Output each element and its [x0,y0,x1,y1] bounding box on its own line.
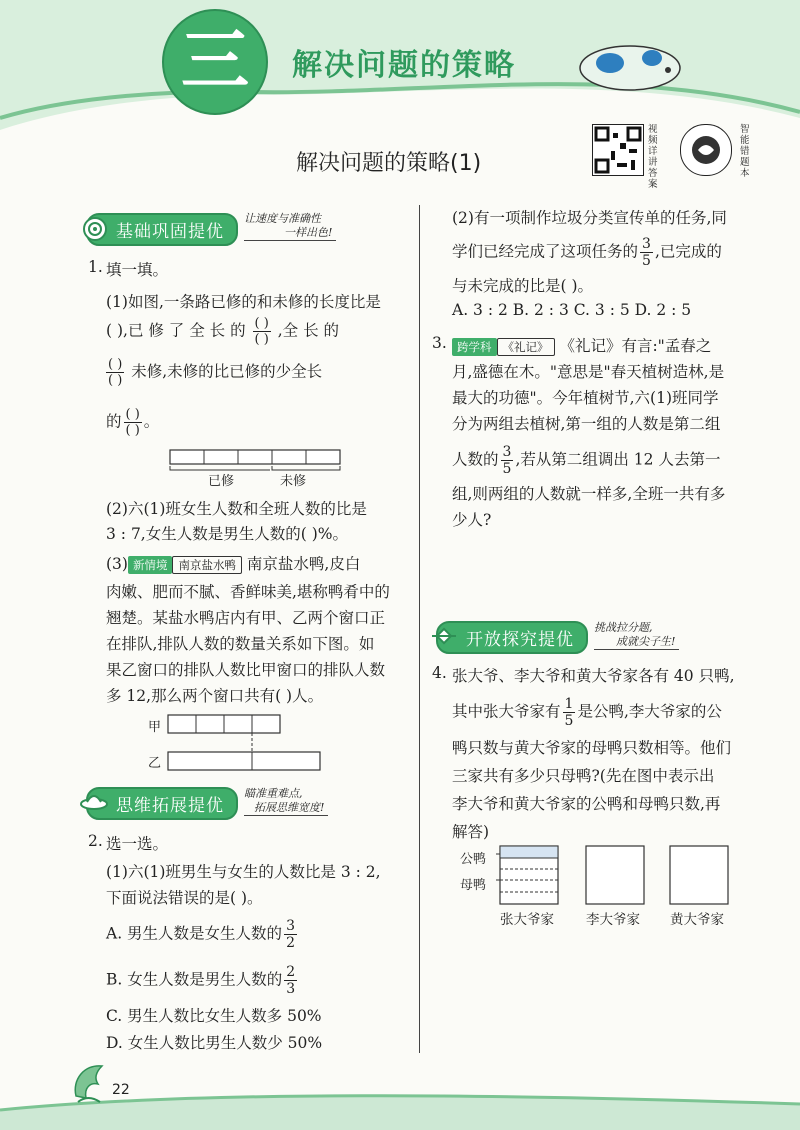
q1-p1-line3: $\frac{( )}{( )}$ 未修,未修的比已修的少全长 [108,357,323,388]
target-icon [82,216,108,242]
q3-line1: 跨学科 《礼记》 《礼记》有言:"孟春之 [452,334,711,356]
q1-p2-line1: (2)六(1)班女生人数和全班人数的比是 [106,500,367,518]
q2-option-d[interactable]: D. 女生人数比男生人数少 50% [106,1034,323,1052]
section-open-title: 开放探究提优 [436,621,588,654]
q4-line2: 其中张大爷家有 $\frac{1}{5}$ 是公鸭,李大爷家的公 [452,696,722,729]
section-extend [86,786,328,816]
section-extend-title: 思维拓展提优 [86,787,238,820]
q2-option-c[interactable]: C. 男生人数比女生人数多 50% [106,1007,322,1025]
window-yi-label: 乙 [148,756,162,771]
ufo-icon [80,788,108,816]
q1-p3-line5: 果乙窗口的排队人数比甲窗口的排队人数 [106,661,386,679]
q4-number: 4. [432,664,447,682]
q1-p1-line2: ( ),已 修 了 全 长 的 $\frac{( )}{( )}$ ,全 长 的 [106,316,340,347]
q2-p1-line1: (1)六(1)班男生与女生的人数比是 3 : 2, [106,863,381,881]
q2-p2-options[interactable]: A. 3 : 2 B. 2 : 3 C. 3 : 5 D. 2 : 5 [452,301,692,319]
q2-option-b[interactable]: B. 女生人数是男生人数的 $\frac{2}{3}$ [106,964,296,997]
q1-p2-line2: 3 : 7,女生人数是男生人数的( )%。 [106,525,348,543]
q1-p3-line2: 肉嫩、肥而不腻、香鲜味美,堪称鸭肴中的 [106,583,390,601]
q3-line7: 少人? [452,511,492,529]
section-basic-note: 让速度与准确性 一样出色! [244,212,336,241]
road-label-unbuilt: 未修 [280,474,307,489]
qr2-caption: 智能错题本 [740,124,750,179]
q1-stem: 填一填。 [106,261,169,279]
window-jia-label: 甲 [148,720,162,735]
q3-line3: 最大的功德"。今年植树节,六(1)班同学 [452,389,719,407]
q1-p3-line6: 多 12,那么两个窗口共有( )人。 [106,687,324,705]
dog-illustration-icon [570,28,690,100]
dolphin-icon [68,1058,112,1108]
page-number: 22 [112,1082,130,1098]
qr-code-icon[interactable] [592,124,644,176]
duck-boxes-diagram [496,842,776,908]
q4-line4: 三家共有多少只母鸭?(先在图中表示出 [452,767,715,785]
q3-line6: 组,则两组的人数就一样多,全班一共有多 [452,485,726,503]
box-label-li: 李大爷家 [586,912,640,928]
q1-number: 1. [88,258,103,276]
section-basic [86,211,336,242]
q2-p1-line2: 下面说法错误的是( )。 [106,889,263,907]
box-label-huang: 黄大爷家 [670,912,724,928]
q1-p1-line4: 的 $\frac{( )}{( )}$ 。 [106,407,160,438]
queue-diagram [166,712,326,774]
chapter-numeral: 三 [180,22,249,101]
label-female-duck: 母鸭 [460,878,487,893]
q2-p2-line2: 学们已经完成了这项任务的 $\frac{3}{5}$ ,已完成的 [452,236,722,269]
road-label-built: 已修 [208,474,235,489]
q2-p2-line3: 与未完成的比是( )。 [452,277,594,295]
q3-line2: 月,盛德在木。"意思是"春天植树造林,是 [452,363,725,381]
qr1-caption: 视频详讲答案 [648,124,658,190]
road-diagram [168,446,348,486]
q3-line4: 分为两组去植树,第一组的人数是第二组 [452,415,721,433]
chapter-title: 解决问题的策略 [292,48,516,83]
section-basic-title: 基础巩固提优 [86,213,238,246]
q1-p1-line1: (1)如图,一条路已修的和未修的长度比是 [106,293,381,311]
q2-stem: 选一选。 [106,835,169,853]
satellite-icon [430,622,458,650]
q2-number: 2. [88,832,103,850]
q4-line1: 张大爷、李大爷和黄大爷家各有 40 只鸭, [452,667,735,685]
q4-line5: 李大爷和黄大爷家的公鸭和母鸭只数,再 [452,795,721,813]
q4-line6: 解答) [452,823,490,841]
q3-number: 3. [432,334,447,352]
footer-band [0,1070,800,1130]
brain-logo-icon [680,124,732,176]
q1-p3-line4: 在排队,排队人数的数量关系如下图。如 [106,635,375,653]
lesson-title: 解决问题的策略(1) [296,151,482,176]
section-extend-note: 瞄准重难点, 拓展思维宽度! [244,787,328,816]
section-open-note: 挑战拉分题, 成就尖子生! [594,621,679,650]
box-label-zhang: 张大爷家 [500,912,554,928]
section-open [436,620,679,650]
q4-line3: 鸭只数与黄大爷家的母鸭只数相等。他们 [452,739,732,757]
q1-p3-line3: 翘楚。某盐水鸭店内有甲、乙两个窗口正 [106,609,386,627]
q2-option-a[interactable]: A. 男生人数是女生人数的 $\frac{3}{2}$ [106,918,295,951]
liji-tag: 《礼记》 [497,338,555,356]
q1-p3-line1: (3) 新情境 南京盐水鸭 南京盐水鸭,皮白 [106,555,361,573]
column-divider [419,205,420,1053]
new-context-tag: 新情境 [128,556,173,574]
q3-line5: 人数的 $\frac{3}{5}$ ,若从第二组调出 12 人去第一 [452,444,721,477]
duck-tag: 南京盐水鸭 [172,556,242,574]
q2-p2-line1: (2)有一项制作垃圾分类宣传单的任务,同 [452,209,727,227]
label-male-duck: 公鸭 [460,852,487,867]
cross-subject-tag: 跨学科 [452,338,497,356]
